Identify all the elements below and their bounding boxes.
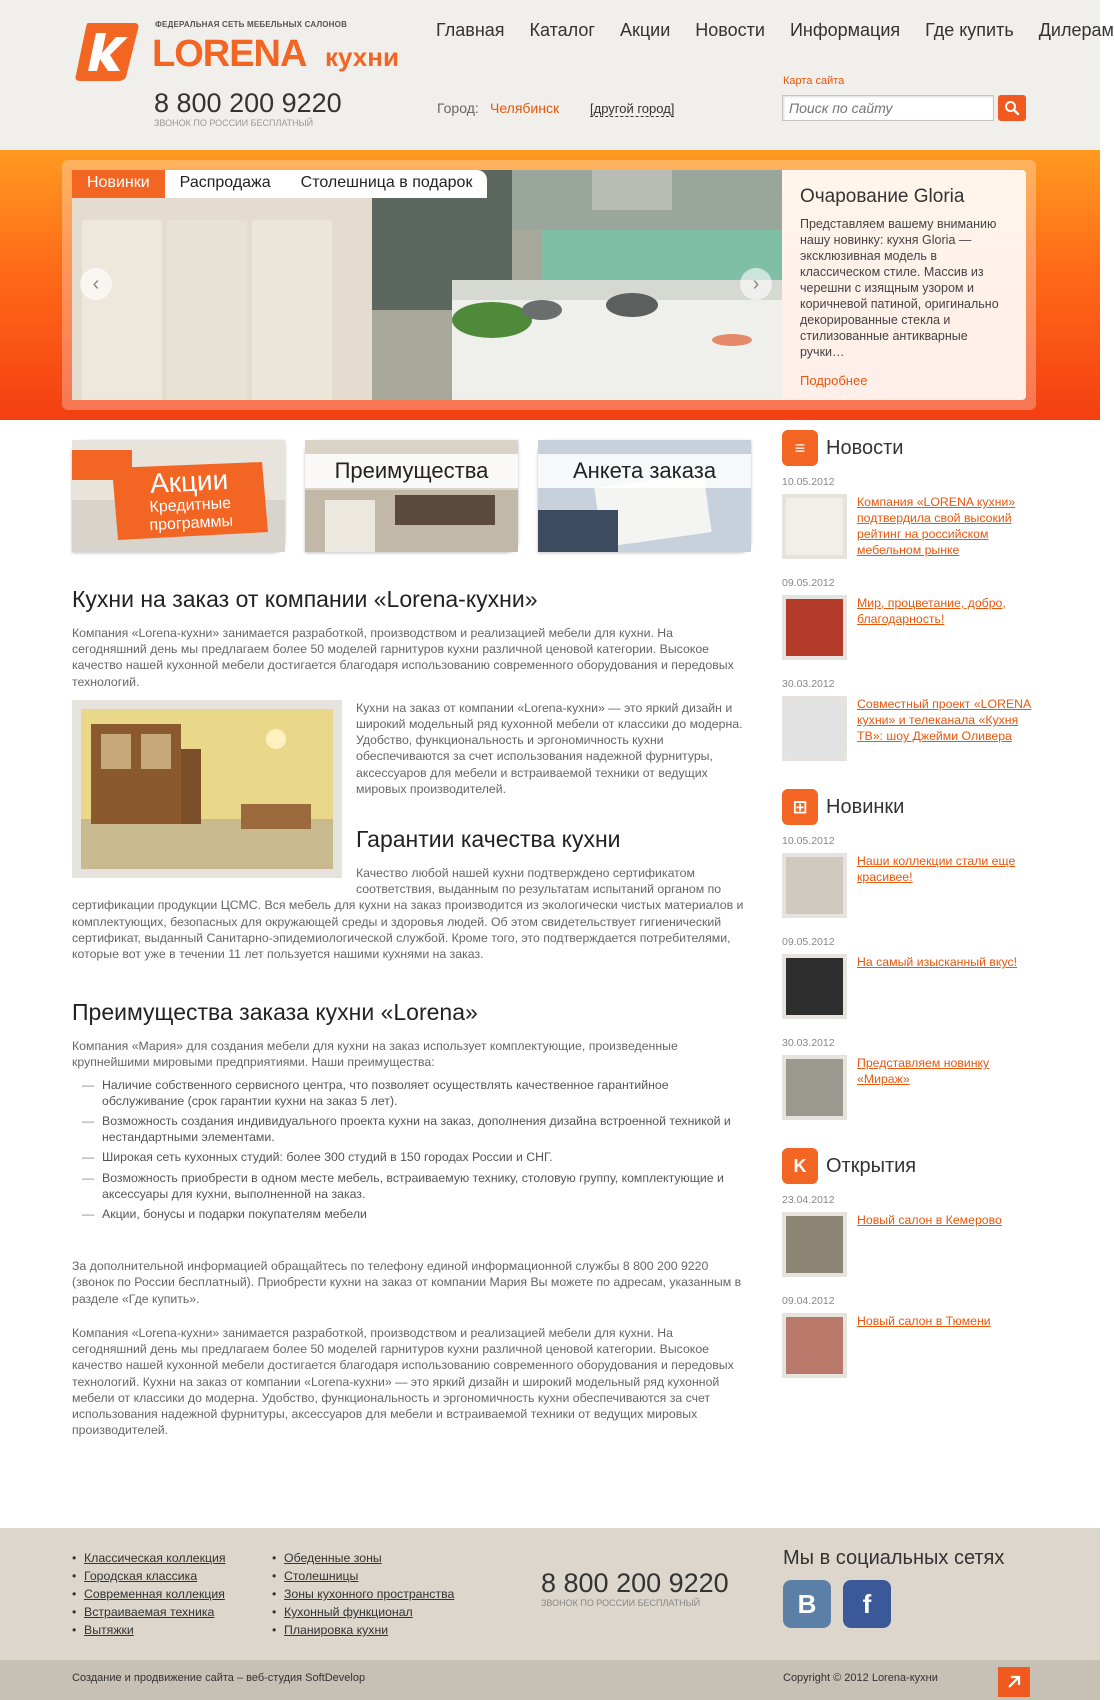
nav-item-dealers[interactable]: Дилерам <box>1038 20 1114 40</box>
kitchen-image-frame <box>72 700 342 878</box>
opening-date: 09.04.2012 <box>782 1295 835 1307</box>
novelty-date: 30.03.2012 <box>782 1037 835 1049</box>
novelty-item <box>782 835 1032 918</box>
chevron-left-icon: ‹ <box>92 272 100 295</box>
chevron-right-icon: › <box>752 272 760 295</box>
vkontakte-button[interactable] <box>783 1580 831 1628</box>
news-thumbnail[interactable] <box>782 595 847 660</box>
opening-link[interactable]: Новый салон в Кемерово <box>857 1213 1002 1227</box>
footer-link[interactable]: • Встраиваемая техника <box>72 1604 262 1620</box>
opening-item <box>782 1194 1032 1277</box>
opening-item <box>782 1295 1032 1378</box>
news-thumbnail[interactable] <box>782 494 847 559</box>
footer-link[interactable]: • Столешницы <box>272 1568 492 1584</box>
openings-title[interactable]: Открытия <box>826 1154 917 1177</box>
footer-links-col1 <box>72 1550 262 1640</box>
footer-link[interactable]: • Обеденные зоны <box>272 1550 492 1566</box>
advantages-intro: Компания «Мария» для создания мебели для кухни на заказ использует комплектующие, произведенные крупнейшими мировыми предприятиями. Наши преимущества: <box>72 1039 678 1070</box>
footer-link[interactable]: • Классическая коллекция <box>72 1550 262 1566</box>
scroll-up-button[interactable] <box>998 1667 1030 1697</box>
main-content <box>72 585 748 1438</box>
news-item <box>782 577 1032 660</box>
promo-advantages[interactable] <box>305 440 518 552</box>
novelty-thumbnail[interactable] <box>782 1055 847 1120</box>
facebook-button[interactable] <box>843 1580 891 1628</box>
promo-actions-credit[interactable] <box>72 440 285 552</box>
list-item: — Возможность создания индивидуального проекта кухни на заказ, дополнения дизайна встроенной техникой и нестандартными элементами. <box>82 1113 748 1145</box>
advantages-list <box>82 1077 748 1223</box>
novelty-date: 09.05.2012 <box>782 936 835 948</box>
promo-credit-line2: программы <box>149 512 234 535</box>
header-phone-note: ЗВОНОК ПО РОССИИ БЕСПЛАТНЫЙ <box>154 118 314 128</box>
hero-description-panel <box>782 170 1026 400</box>
hero-more-link[interactable]: Подробнее <box>800 373 868 388</box>
footer-link[interactable]: • Современная коллекция <box>72 1586 262 1602</box>
header-phone: 8 800 200 9220 <box>154 88 342 118</box>
nav-item-news[interactable]: Новости <box>695 20 765 40</box>
logo-subtitle: кухни <box>325 42 399 72</box>
sidebar <box>782 428 1032 1396</box>
novelty-link[interactable]: Наши коллекции стали еще красивее! <box>857 854 1016 884</box>
promo-order-label: Анкета заказа <box>538 454 751 488</box>
search-input[interactable] <box>782 95 994 121</box>
news-date: 10.05.2012 <box>782 476 835 488</box>
credit-text: – веб-студия SoftDevelop <box>233 1672 366 1684</box>
promo-advantages-label: Преимущества <box>305 454 518 488</box>
tab-sale[interactable]: Распродажа <box>165 170 286 198</box>
novelty-link[interactable]: Представляем новинку «Мираж» <box>857 1056 990 1086</box>
novelty-link[interactable]: На самый изысканный вкус! <box>857 955 1018 969</box>
news-thumbnail[interactable] <box>782 696 847 761</box>
nav-item-home[interactable]: Главная <box>436 20 505 40</box>
footer-link[interactable]: • Зоны кухонного пространства <box>272 1586 492 1602</box>
advantages-heading: Преимущества заказа кухни «Lorena» <box>72 999 478 1026</box>
news-title[interactable]: Новости <box>826 436 904 459</box>
main-nav <box>436 20 1114 41</box>
lorena-logo-icon[interactable] <box>74 21 142 83</box>
list-item: — Наличие собственного сервисного центра, что позволяет осуществлять качественное гарантийное обслуживание (срок гарантии кухни на заказ 5 лет). <box>82 1077 748 1109</box>
summary-paragraph: Компания «Lorena-кухни» занимается разработкой, производством и реализацией мебели для кухни. На сегодняшний день мы предлагаем более 50 моделей гарнитуров кухни различной ценовой категории. Высокое качество нашей кухонной мебели достигается благодаря использованию современного оборудования и передовых технологий. Кухни на заказ от компании «Lorena-кухни» — это яркий дизайн и широкий модельный ряд кухонной мебели от классики до модерна. Удобство, функциональность и эргономичность кухни обеспечиваются за счет использования надежной фурнитуры, аксессуаров для мебели и встраиваемой техники от ведущих мировых производителей. <box>72 1325 734 1438</box>
copyright: Copyright © 2012 Lorena-кухни <box>783 1672 938 1684</box>
novelty-item <box>782 936 1032 1019</box>
promo-credit-line1: Кредитные <box>149 494 232 517</box>
logo-tagline: ФЕДЕРАЛЬНАЯ СЕТЬ МЕБЕЛЬНЫХ САЛОНОВ <box>155 20 348 29</box>
nav-item-catalog[interactable]: Каталог <box>529 20 595 40</box>
search-button[interactable] <box>998 95 1026 121</box>
footer-link[interactable]: • Кухонный функционал <box>272 1604 492 1620</box>
design-paragraph: Кухни на заказ от компании «Lorena-кухни» — это яркий дизайн и широкий модельный ряд кухонной мебели от классики до модерна. Удобство, функциональность и эргономичность кухни обеспечиваются за счет использования надежной фурнитуры, аксессуаров для мебели и встраиваемой техники от ведущих мировых производителей. <box>356 700 743 796</box>
news-date: 30.03.2012 <box>782 678 835 690</box>
opening-thumbnail[interactable] <box>782 1212 847 1277</box>
quality-heading: Гарантии качества кухни <box>356 826 621 853</box>
novelties-title[interactable]: Новинки <box>826 795 905 818</box>
hero-title: Очарование Gloria <box>800 186 965 207</box>
novelty-item <box>782 1037 1032 1120</box>
opening-link[interactable]: Новый салон в Тюмени <box>857 1314 991 1328</box>
tab-new[interactable]: Новинки <box>72 170 165 198</box>
novelty-thumbnail[interactable] <box>782 853 847 918</box>
opening-date: 23.04.2012 <box>782 1194 835 1206</box>
quality-paragraph: Качество любой нашей кухни подтверждено сертификатом соответствия, выданным по результатам испытаний органом по сертификации продукции ЦСМС. Вся мебель для кухни на заказ производится из экологически чистых материалов и комплектующих, безопасных для окружающей среды и здоровья людей. Об этом свидетельствует гигиенический сертификат, выданный Санитарно-эпидемиологической службой. Кроме того, это подтверждается потребителями, которые вот уже в течении 11 лет пользуется нашими кухнями на заказ. <box>72 866 744 962</box>
tab-countertop-gift[interactable]: Столешница в подарок <box>286 170 488 198</box>
city-label: Город: <box>437 100 479 116</box>
news-item <box>782 476 1032 559</box>
facebook-icon: f <box>862 1588 872 1619</box>
news-link[interactable]: Мир, процветание, добро, благодарность! <box>857 596 1006 626</box>
novelties-header <box>782 787 1032 827</box>
news-item <box>782 678 1032 761</box>
vkontakte-icon: B <box>797 1588 817 1619</box>
credit <box>72 1672 365 1684</box>
slider-prev-button[interactable] <box>80 268 112 300</box>
nav-item-actions[interactable]: Акции <box>619 20 671 40</box>
novelty-thumbnail[interactable] <box>782 954 847 1019</box>
news-link[interactable]: Совместный проект «LORENA кухни» и телеканала «Кухня ТВ»: шоу Джейми Оливера <box>857 697 1032 743</box>
footer-link[interactable]: • Вытяжки <box>72 1622 262 1638</box>
other-city-link[interactable]: [другой город] <box>590 101 675 116</box>
news-header <box>782 428 1032 468</box>
news-icon: ≡ <box>782 430 818 466</box>
promo-order-form[interactable] <box>538 440 751 552</box>
news-date: 09.05.2012 <box>782 577 835 589</box>
openings-header <box>782 1146 1032 1186</box>
footer-links-col2 <box>272 1550 492 1640</box>
footer-link[interactable]: • Планировка кухни <box>272 1622 492 1638</box>
classic-kitchen-photo <box>81 709 333 869</box>
opening-thumbnail[interactable] <box>782 1313 847 1378</box>
list-item: — Акции, бонусы и подарки покупателям мебели <box>82 1206 748 1222</box>
hero-slide-image[interactable] <box>72 170 782 400</box>
search-icon <box>1004 100 1020 116</box>
novelty-date: 10.05.2012 <box>782 835 835 847</box>
page-title: Кухни на заказ от компании «Lorena-кухни» <box>72 586 538 612</box>
social-title: Мы в социальных сетях <box>783 1547 1005 1569</box>
hero-description: Представляем вашему вниманию нашу новинку: кухня Gloria — эксклюзивная модель в классическом стиле. Массив из черешни с изящным узором и коричневой патиной, оригинально декорированные стекла и стилизованные антикварные ручки… <box>800 217 999 359</box>
kitchen-photo <box>72 170 782 400</box>
news-link[interactable]: Компания «LORENA кухни» подтвердила свой высокий рейтинг на российском мебельном рынке <box>857 495 1016 557</box>
footer-link[interactable]: • Городская классика <box>72 1568 262 1584</box>
sitemap-link[interactable]: Карта сайта <box>783 75 845 87</box>
gift-icon: ⊞ <box>782 789 818 825</box>
list-item: — Широкая сеть кухонных студий: более 300 студий в 150 городах России и СНГ. <box>82 1149 748 1165</box>
list-item: — Возможность приобрести в одном месте мебель, встраиваемую технику, столовую группу, комплектующие и аксессуары для кухни, выполненной на заказ. <box>82 1170 748 1202</box>
nav-item-info[interactable]: Информация <box>789 20 901 40</box>
promo-actions-title: Акции <box>149 463 229 500</box>
nav-item-where-to-buy[interactable]: Где купить <box>925 20 1014 40</box>
arrow-up-right-icon <box>1005 1673 1023 1691</box>
intro-paragraph: Компания «Lorena-кухни» занимается разработкой, производством и реализацией мебели для кухни. На сегодняшний день мы предлагаем более 50 моделей гарнитуров кухни различной ценовой категории. Высокое качество нашей кухонной мебели достигается благодаря использованию современного оборудования и передовых технологий. <box>72 626 734 689</box>
contact-paragraph: За дополнительной информацией обращайтесь по телефону единой информационной службы 8 800 200 9220 (звонок по России бесплатный). Приобрести кухни на заказ от компании Мария Вы можете по адресам, указанным в разделе «Где купить». <box>72 1259 742 1306</box>
footer-phone-note: ЗВОНОК ПО РОССИИ БЕСПЛАТНЫЙ <box>541 1598 701 1608</box>
hero-tabs <box>72 170 487 198</box>
city-link[interactable]: Челябинск <box>490 100 560 116</box>
footer-phone: 8 800 200 9220 <box>541 1568 729 1598</box>
logo-name[interactable]: LORENA <box>152 33 307 75</box>
credit-link[interactable]: Создание и продвижение сайта <box>72 1672 234 1684</box>
slider-next-button[interactable] <box>740 268 772 300</box>
lorena-openings-icon: K <box>782 1148 818 1184</box>
